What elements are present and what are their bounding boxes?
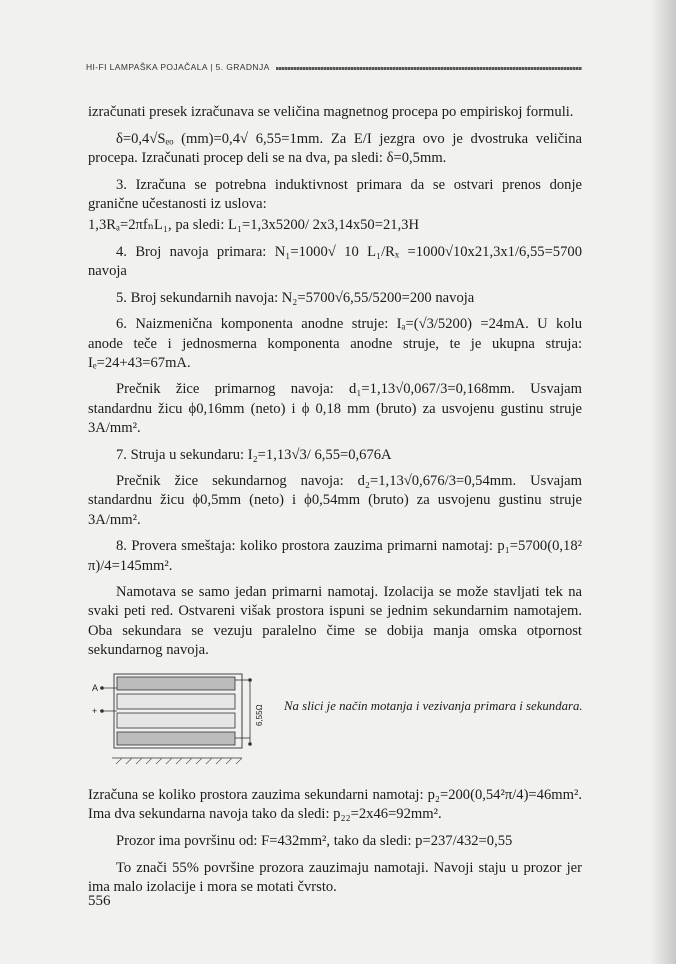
sec-terminal-bottom [248, 742, 252, 746]
paragraph: 8. Provera smeštaja: koliko prostora zauzima primarni namotaj: p₁=5700(0,18² π)/4=145mm². [88, 538, 582, 574]
page-edge-shadow [650, 0, 676, 964]
primary-winding-lower [117, 713, 235, 728]
running-title: HI-FI LAMPAŠKA POJAČALA | 5. GRADNJA [86, 62, 270, 72]
paragraph: Prozor ima površinu od: F=432mm², tako da sledi: p=237/432=0,55 [116, 832, 513, 849]
paragraph: 5. Broj sekundarnih navoja: N₂=5700√6,55/5200=200 navoja [116, 289, 475, 306]
label-impedance: 6,55Ω [255, 704, 264, 727]
paragraph: 6. Naizmenična komponenta anodne struje: Iₐ=(√3/5200) =24mA. U kolu anode teče i jednosmerna komponenta anodne struje, te je ukupna struja: Iₑ=24+43=67mA. [88, 316, 582, 371]
secondary-winding-bottom [117, 732, 235, 745]
paragraph: izračunati presek izračunava se veličina magnetnog procepa po empiriskoj formuli. [88, 104, 574, 120]
paragraph: 4. Broj navoja primara: N₁=1000√ 10 L₁/Rₓ =1000√10x21,3x1/6,55=5700 navoja [88, 243, 582, 279]
running-header [86, 62, 582, 72]
paragraph: 7. Struja u sekundaru: I₂=1,13√3/ 6,55=0,676A [116, 446, 392, 463]
paragraph: Namotava se samo jedan primarni namotaj. Izolacija se može stavljati tek na svaki peti red. Ostvareni višak prostora ispuni se jednim sekundarnim namotajem. Oba sekundara se vezuju paralelno čime se dobija manja omska otpornost sekundarnog navoja. [88, 584, 582, 658]
paragraph: To znači 55% površine prozora zauzimaju namotaji. Navoji staju u prozor jer ima malo izolacije i mora se motati čvrsto. [88, 859, 582, 895]
primary-winding-upper [117, 694, 235, 709]
paragraph: Izračuna se koliko prostora zauzima sekundarni namotaj: p₂=200(0,54²π/4)=46mm². Ima dva sekundarna navoja tako da sledi: p₂₂=2x46=92mm². [88, 787, 582, 823]
paragraph: Prečnik žice primarnog navoja: d₁=1,13√0,067/3=0,168mm. Usvajam standardnu žicu ϕ0,16mm (neto) i ϕ 0,18 mm (bruto) za usvojenu gustinu struje 3A/mm². [88, 381, 582, 436]
header-rule [276, 67, 582, 70]
base-hatching [116, 758, 242, 764]
sec-terminal-top [248, 678, 252, 682]
winding-diagram [92, 668, 272, 768]
page-number: 556 [88, 893, 111, 909]
paragraph: δ=0,4√Sₑₒ (mm)=0,4√ 6,55=1mm. Za E/I jezgra ovo je dvostruka veličina procepa. Izračunati procep deli se na dva, pa sledi: δ=0,5mm. [88, 130, 582, 166]
paragraph: 1,3Rₐ=2πfₙL₁, pa sledi: L₁=1,3x5200/ 2x3,14x50=21,3H [88, 217, 420, 234]
terminal-plus [100, 709, 104, 713]
page-body [88, 103, 582, 905]
label-plus: + [92, 706, 98, 717]
paragraph: Prečnik žice sekundarnog navoja: d₂=1,13√0,676/3=0,54mm. Usvajam standardnu žicu ϕ0,5mm (neto) i ϕ0,54mm (bruto) za usvojenu gustinu struje 3A/mm². [88, 473, 582, 528]
label-a: A [92, 683, 99, 694]
paragraph: 3. Izračuna se potrebna induktivnost primara da se ostvari prenos donje granične učestanosti iz uslova: [88, 176, 582, 212]
secondary-winding-top [117, 677, 235, 690]
winding-figure [88, 668, 582, 776]
figure-caption: Na slici je način motanja i vezivanja primara i sekundara. [284, 699, 583, 714]
terminal-a [100, 686, 104, 690]
